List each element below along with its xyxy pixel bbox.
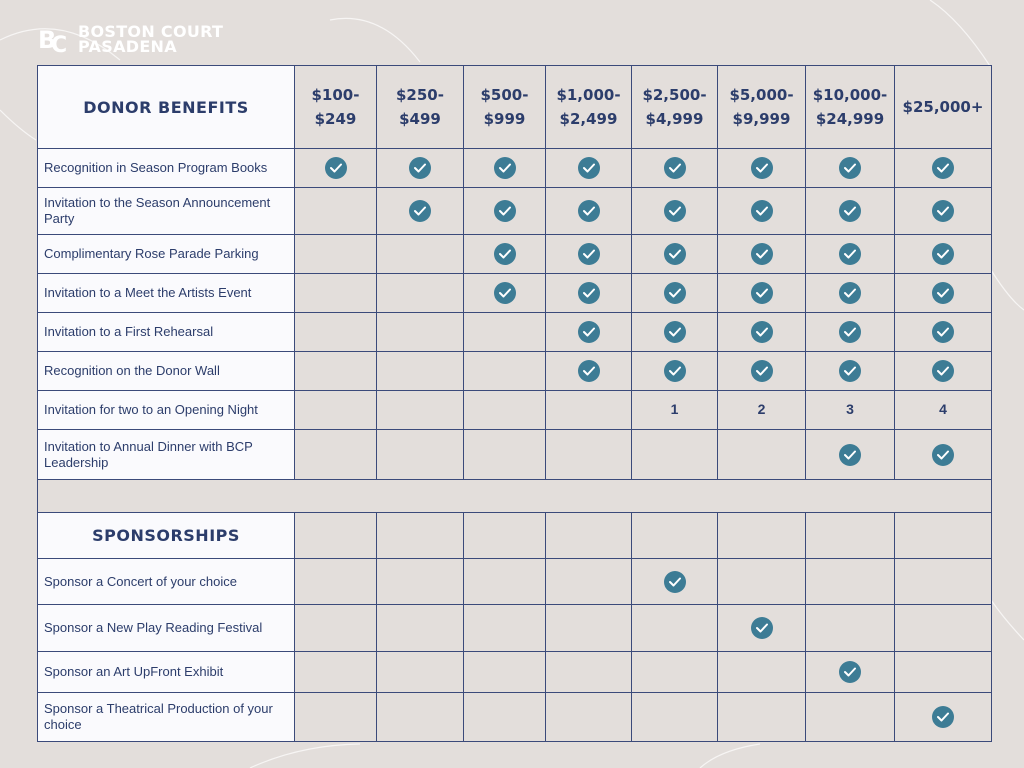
- tier-header: $10,000- $24,999: [806, 66, 895, 149]
- check-circle-icon: [751, 157, 773, 179]
- table-cell: [546, 235, 632, 274]
- check-circle-icon: [839, 157, 861, 179]
- table-cell: [546, 352, 632, 391]
- table-cell: [895, 149, 992, 188]
- table-row: [38, 391, 992, 430]
- table-cell: [295, 274, 377, 313]
- sponsorship-header-row: [38, 513, 992, 559]
- table-cell: [295, 391, 377, 430]
- table-row: [38, 235, 992, 274]
- table-cell: [377, 235, 464, 274]
- donor-benefits-title: DONOR BENEFITS: [38, 66, 295, 149]
- table-cell: [464, 188, 546, 235]
- check-circle-icon: [751, 321, 773, 343]
- check-circle-icon: [839, 661, 861, 683]
- table-cell: [632, 188, 718, 235]
- table-cell: [464, 352, 546, 391]
- table-cell: [464, 605, 546, 652]
- table-cell: [718, 352, 806, 391]
- row-label: Invitation to a First Rehearsal: [38, 313, 295, 352]
- table-cell: [806, 391, 895, 430]
- check-circle-icon: [751, 200, 773, 222]
- check-circle-icon: [578, 243, 600, 265]
- table-cell: [377, 391, 464, 430]
- table-cell: [895, 605, 992, 652]
- sponsorships-title: SPONSORSHIPS: [38, 513, 295, 559]
- table-cell: [295, 352, 377, 391]
- table-cell: [546, 605, 632, 652]
- table-cell: [806, 430, 895, 480]
- table-row: [38, 274, 992, 313]
- table-cell: [632, 313, 718, 352]
- table-cell: [377, 352, 464, 391]
- table-cell: [718, 652, 806, 693]
- check-circle-icon: [664, 282, 686, 304]
- table-cell: [806, 235, 895, 274]
- count-value: 4: [939, 401, 947, 417]
- table-cell: [464, 430, 546, 480]
- table-cell: [895, 274, 992, 313]
- table-cell: [718, 693, 806, 742]
- check-circle-icon: [578, 200, 600, 222]
- check-circle-icon: [751, 243, 773, 265]
- tier-header: $5,000- $9,999: [718, 66, 806, 149]
- check-circle-icon: [839, 282, 861, 304]
- tier-header: $100- $249: [295, 66, 377, 149]
- table-cell: [377, 188, 464, 235]
- tier-header: $25,000+: [895, 66, 992, 149]
- table-row: [38, 430, 992, 480]
- table-cell: [295, 149, 377, 188]
- check-circle-icon: [664, 360, 686, 382]
- check-circle-icon: [751, 282, 773, 304]
- table-cell: [806, 352, 895, 391]
- table-row: [38, 559, 992, 605]
- table-cell: [632, 235, 718, 274]
- check-circle-icon: [494, 243, 516, 265]
- check-circle-icon: [839, 243, 861, 265]
- table-cell: [632, 605, 718, 652]
- table-cell: [464, 149, 546, 188]
- check-circle-icon: [664, 243, 686, 265]
- table-cell: [295, 513, 377, 559]
- svg-text:C: C: [51, 33, 68, 56]
- check-circle-icon: [494, 282, 516, 304]
- table-cell: [295, 188, 377, 235]
- table-cell: [464, 652, 546, 693]
- check-circle-icon: [932, 321, 954, 343]
- table-cell: [295, 235, 377, 274]
- table-cell: [718, 391, 806, 430]
- table-cell: [718, 188, 806, 235]
- table-cell: [377, 430, 464, 480]
- table-cell: [806, 693, 895, 742]
- svg-text:B: B: [38, 26, 57, 54]
- check-circle-icon: [409, 157, 431, 179]
- table-cell: [377, 149, 464, 188]
- bc-monogram-icon: [38, 22, 72, 56]
- row-label: Recognition in Season Program Books: [38, 149, 295, 188]
- table-cell: [806, 513, 895, 559]
- table-cell: [377, 693, 464, 742]
- brand-logo: [38, 22, 223, 56]
- row-label: Sponsor an Art UpFront Exhibit: [38, 652, 295, 693]
- table-cell: [377, 274, 464, 313]
- check-circle-icon: [664, 200, 686, 222]
- donor-benefits-table: [37, 65, 991, 743]
- count-value: 1: [670, 401, 679, 417]
- table-cell: [377, 652, 464, 693]
- table-cell: [806, 605, 895, 652]
- table-cell: [464, 274, 546, 313]
- table-cell: [718, 235, 806, 274]
- check-circle-icon: [664, 157, 686, 179]
- table-cell: [464, 391, 546, 430]
- check-circle-icon: [664, 571, 686, 593]
- check-circle-icon: [494, 157, 516, 179]
- table-cell: [806, 274, 895, 313]
- table-cell: [464, 559, 546, 605]
- table-cell: [718, 313, 806, 352]
- row-label: Recognition on the Donor Wall: [38, 352, 295, 391]
- table-cell: [464, 235, 546, 274]
- tier-header: $2,500- $4,999: [632, 66, 718, 149]
- tier-header: $500- $999: [464, 66, 546, 149]
- row-label: Invitation to the Season Announcement Party: [38, 188, 295, 235]
- table-cell: [295, 605, 377, 652]
- count-value: 3: [846, 401, 854, 417]
- table-cell: [295, 430, 377, 480]
- table-row: [38, 313, 992, 352]
- tier-header: $1,000- $2,499: [546, 66, 632, 149]
- table-cell: [895, 352, 992, 391]
- table-cell: [895, 652, 992, 693]
- row-label: Invitation to a Meet the Artists Event: [38, 274, 295, 313]
- table-cell: [546, 391, 632, 430]
- table-cell: [546, 188, 632, 235]
- table-cell: [718, 605, 806, 652]
- table-cell: [806, 188, 895, 235]
- check-circle-icon: [839, 360, 861, 382]
- row-label: Invitation for two to an Opening Night: [38, 391, 295, 430]
- table-cell: [895, 693, 992, 742]
- check-circle-icon: [664, 321, 686, 343]
- table-cell: [464, 513, 546, 559]
- table-row: [38, 352, 992, 391]
- check-circle-icon: [494, 200, 516, 222]
- row-label: Sponsor a New Play Reading Festival: [38, 605, 295, 652]
- table-cell: [895, 430, 992, 480]
- spacer-cell: [38, 480, 992, 513]
- table-cell: [632, 274, 718, 313]
- check-circle-icon: [932, 200, 954, 222]
- brand-line-2: PASADENA: [78, 37, 177, 56]
- table-cell: [718, 149, 806, 188]
- table-cell: [632, 352, 718, 391]
- table-cell: [377, 559, 464, 605]
- table-cell: [464, 313, 546, 352]
- table-cell: [632, 513, 718, 559]
- table-cell: [806, 149, 895, 188]
- table-cell: [806, 559, 895, 605]
- check-circle-icon: [409, 200, 431, 222]
- check-circle-icon: [578, 282, 600, 304]
- table-row: [38, 605, 992, 652]
- row-label: Complimentary Rose Parade Parking: [38, 235, 295, 274]
- table-cell: [546, 430, 632, 480]
- check-circle-icon: [751, 360, 773, 382]
- check-circle-icon: [932, 360, 954, 382]
- check-circle-icon: [932, 243, 954, 265]
- table-cell: [464, 693, 546, 742]
- check-circle-icon: [839, 444, 861, 466]
- table-cell: [632, 149, 718, 188]
- check-circle-icon: [578, 321, 600, 343]
- table-cell: [546, 313, 632, 352]
- table-cell: [546, 652, 632, 693]
- table-row: [38, 693, 992, 742]
- table-cell: [295, 652, 377, 693]
- table-cell: [546, 149, 632, 188]
- table-cell: [295, 313, 377, 352]
- count-value: 2: [757, 401, 766, 417]
- table-cell: [718, 559, 806, 605]
- table-cell: [632, 430, 718, 480]
- table-cell: [806, 652, 895, 693]
- table-cell: [546, 693, 632, 742]
- check-circle-icon: [932, 282, 954, 304]
- table-cell: [546, 274, 632, 313]
- row-label: Invitation to Annual Dinner with BCP Leadership: [38, 430, 295, 480]
- table-cell: [546, 513, 632, 559]
- check-circle-icon: [839, 321, 861, 343]
- table-cell: [718, 274, 806, 313]
- section-spacer: [38, 480, 992, 513]
- table-row: [38, 652, 992, 693]
- header-row: [38, 66, 992, 149]
- row-label: Sponsor a Theatrical Production of your choice: [38, 693, 295, 742]
- table-row: [38, 149, 992, 188]
- check-circle-icon: [578, 360, 600, 382]
- check-circle-icon: [578, 157, 600, 179]
- check-circle-icon: [325, 157, 347, 179]
- table-cell: [632, 391, 718, 430]
- check-circle-icon: [839, 200, 861, 222]
- table-cell: [895, 188, 992, 235]
- table-cell: [546, 559, 632, 605]
- table-cell: [632, 559, 718, 605]
- table-cell: [895, 391, 992, 430]
- check-circle-icon: [932, 157, 954, 179]
- table-cell: [895, 513, 992, 559]
- table-cell: [895, 313, 992, 352]
- table-cell: [895, 235, 992, 274]
- table-cell: [295, 693, 377, 742]
- table-cell: [632, 693, 718, 742]
- brand-line-1: BOSTON COURT: [78, 22, 224, 41]
- table-cell: [895, 559, 992, 605]
- table-cell: [718, 513, 806, 559]
- table-cell: [377, 313, 464, 352]
- tier-header: $250- $499: [377, 66, 464, 149]
- check-circle-icon: [932, 444, 954, 466]
- check-circle-icon: [751, 617, 773, 639]
- table-cell: [377, 605, 464, 652]
- table-cell: [632, 652, 718, 693]
- check-circle-icon: [932, 706, 954, 728]
- table-row: [38, 188, 992, 235]
- table-cell: [806, 313, 895, 352]
- table-cell: [718, 430, 806, 480]
- table-cell: [295, 559, 377, 605]
- row-label: Sponsor a Concert of your choice: [38, 559, 295, 605]
- table-cell: [377, 513, 464, 559]
